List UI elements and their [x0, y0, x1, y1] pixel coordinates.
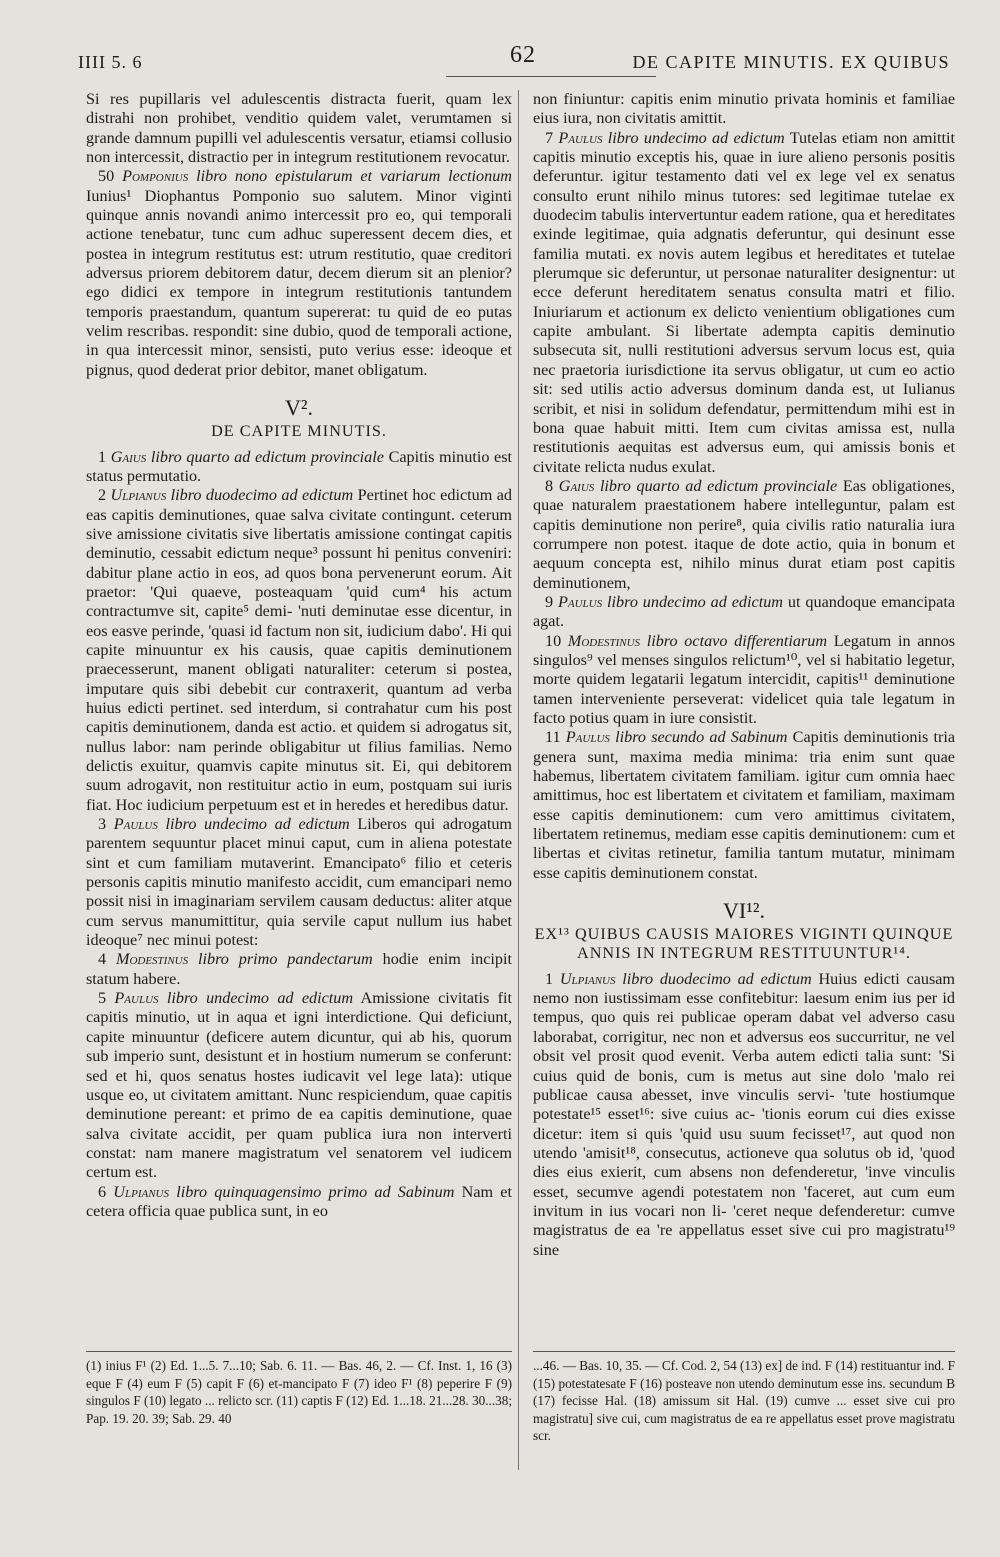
- footnote-text: ...46. — Bas. 10, 35. — Cf. Cod. 2, 54 (13) ex] de ind. F (14) restituantur ind. F (15) potestatesate F (16) posteave non utendo deminutum esse ins. secundum B (17) fecisse Hal. (18) amissum sit Hal. (19) cumve ... esset sive cui pro magistratu] sive cui, cum magistratus de ea re appellatus esset prove magistratu scr.: [533, 1358, 955, 1444]
- title-text: EX¹³ QUIBUS CAUSIS MAIORES VIGINTI QUINQUE ANNIS IN INTEGRUM RESTITUUNTUR¹⁴.: [534, 925, 954, 963]
- section-title: [86, 394, 512, 441]
- footnotes-right: [533, 1357, 955, 1445]
- paragraph: 10 Modestinus libro octavo differentiarum Legatum in annos singulos⁹ vel menses singulos relictum¹⁰, vel si habitatio legetur, morte quidem legatarii legatum intercidit, capitis¹¹ deminutione tamen interveniente perseverat: videlicet quia tale legatum in facto potius quam in iure consistit.: [533, 631, 955, 727]
- paragraph: Si res pupillaris vel adulescentis distracta fuerit, quam lex distrahi non prohibet, venditio quidem valet, verumtamen si grande damnum pupilli vel adulescentis versatur, etiamsi collusio non intercessit, distractio per in integrum restitutionem revocatur.: [86, 90, 512, 167]
- paragraph: 6 Ulpianus libro quinquagensimo primo ad Sabinum Nam et cetera officia quae publica sunt, in eo: [86, 1182, 512, 1220]
- footnotes-left: [86, 1357, 512, 1427]
- paragraph: 3 Paulus libro undecimo ad edictum Liberos qui adrogatum parentem sequuntur placet minui caput, cum in aliena potestate sint et cum familiam mutaverint. Emancipato⁶ filio et ceteris personis capitis minutio manifesto accidit, cum emancipari nemo possit nisi in imaginariam servilem causam deductus: aliter atque cum servus manumittitur, quia servile caput nullum ius habet ideoque⁷ nec minui potest:: [86, 815, 513, 950]
- paragraph: 2 Ulpianus libro duodecimo ad edictum Pertinet hoc edictum ad eas capitis deminutiones, quae salva civitate contingunt. ceterum sive amissione civitatis sive libertatis amissione contingat capitis deminutio, cessabit edictum neque³ possunt hi penitus conveniri: dabitur plane actio in eos, ad quos bona pervenerunt eorum. Ait praetor: 'Qui quaeve, posteaquam 'quid cum⁴ his actum contractumve sit, capite⁵ demi- 'nuti deminutae esse dicentur, in eos easve perinde, 'quasi id factum non sit, iudicium dabo'. Hi qui capite minuuntur ex his causis, quae capitis deminutionem praecesserunt, manent obligati naturaliter: ceterum si postea, imputare quis sibi debebit cur contraxerit, quantum ad verba huius edicti pertinet. sed interdum, si contrahatur cum his post capitis deminutionem, danda est actio. et quidem si adrogatus sit, nullus labor: nam perinde obligabitur ut filius familias. Nemo delictis exuitur, quamvis capite minutus sit. Ei, qui debitorem suum adrogavit, non restituitur actio in eum, postquam sui iuris fiat. Hoc iudicium perpetuum est et in heredes et heredibus datur.: [86, 486, 513, 814]
- left-column: [86, 90, 512, 1221]
- paragraph: 4 Modestinus libro primo pandectarum hodie enim incipit statum habere.: [86, 950, 513, 988]
- column-divider: [518, 90, 519, 1470]
- paragraph: non finiuntur: capitis enim minutio privata hominis et familiae eius iura, non civitatis amittit.: [533, 90, 955, 128]
- paragraph: 1 Gaius libro quarto ad edictum provinciale Capitis minutio est status permutatio.: [86, 447, 513, 485]
- title-number: VI¹².: [723, 898, 765, 924]
- paragraph: 9 Paulus libro undecimo ad edictum ut quandoque emancipata agat.: [533, 592, 956, 631]
- footnote-text: (1) inius F¹ (2) Ed. 1...5. 7...10; Sab. 6. 11. — Bas. 46, 2. — Cf. Inst. 1, 16 (3) eque F (4) eum F (5) capit F (6) et-mancipato F (7) ideo F¹ (8) peperire F (9) singulos F (10) legato ... relicto scr. (11) captis F (12) Ed. 1...18. 21...28. 30...38; Pap. 19. 20. 39; Sab. 29. 40: [86, 1358, 512, 1426]
- title-number: V².: [285, 395, 313, 421]
- paragraph: 7 Paulus libro undecimo ad edictum Tutelas etiam non amittit capitis minutio exceptis his, quae in iure alieno personis positis deferuntur. igitur testamento dati vel ex lege vel ex senatus consulto erunt nihilo minus tutores: sed legitimae tutelae ex duodecim tabulis intervertuntur eadem ratione, qua et hereditates exinde legitimae, quia adgnatis deferuntur, qui desinunt esse familia mutati. ex novis autem legibus et hereditates et tutelae plerumque sic deferuntur, ut personae naturaliter designentur: ut ecce deferunt hereditatem senatus consulta matri et filio. Iniuriarum et actionum ex delicto venientium obligationes cum capite ambulant. Si libertate adempta capitis deminutio subsecuta sit, nulli restitutioni adversus servum locus est, quia nec praetoria iurisdictione ita servus obligatur, ut cum eo actio sit: sed utilis actio adversus dominum danda est, ut Iulianus scribit, et nisi in solidum defendatur, permittendum mihi est in bona quae habuit mitti. Item cum civitas amissa est, nulla restitutionis aequitas est adversus eum, qui amissis bonis et civitate relicta nudus exulat.: [533, 128, 956, 476]
- section-title: [533, 897, 955, 964]
- paragraph: 8 Gaius libro quarto ad edictum provinciale Eas obligationes, quae naturalem praestationem habere intelleguntur, palam est capitis deminutione non perire⁸, quia civilis ratio naturalia iura corrumpere non potest. itaque de dote actio, quia in bonum et aequum concepta est, nihilo minus durat etiam post capitis deminutionem,: [533, 476, 956, 592]
- footnote-rule: [86, 1351, 512, 1352]
- paragraph: 1 Ulpianus libro duodecimo ad edictum Huius edicti causam nemo non iustissimam esse confitebitur: laesum enim ius per id tempus, quo quis rei publicae operam dabat vel adverso casu laborabat, corrigitur, nec non et adversus eos succurritur, ne vel obsit vel prosit quod evenit. Verba autem edicti talia sunt: 'Si cuius quid de bonis, cum is metus aut sine dolo 'malo rei publicae causa abesset, inve vinculis servi- 'tute hostiumque potestate¹⁵ esset¹⁶: sive cuius ac- 'tionis eorum cui dies exisse dicetur: item si quis 'quid usu suum fecisset¹⁷, aut quod non utendo 'amisit¹⁸, consecutus, actioneve qua solutus ob id, 'quod dies eius exierit, cum absens non defenderetur, 'inve vinculis esset, secumve agendi potestatem non 'faceret, aut cum eum invitum in ius vocari non li- 'ceret neque defenderetur: cumve magistratus de ea 're appellatus esset sive cui pro magistratu¹⁹ sine: [533, 969, 956, 1259]
- footnote-rule: [533, 1351, 955, 1352]
- header-rule: [446, 76, 656, 77]
- right-column: [533, 90, 955, 1260]
- title-text: DE CAPITE MINUTIS.: [211, 422, 387, 441]
- running-header: [78, 42, 950, 78]
- paragraph: 5 Paulus libro undecimo ad edictum Amissione civitatis fit capitis minutio, ut in aqua et igni interdictione. Qui deficiunt, capite minuuntur (deficere autem dicuntur, qui ab his, quorum sub imperio sunt, desistunt et in hostium numerum se conferunt: sed et hi, quos senatus hostes iudicavit vel lege lata): utique usque eo, ut civitatem amittant. Nunc respiciendum, quae capitis deminutione pereant: et primo de ea capitis deminutione, quae salva civitate accidit, per quam publica iura non interverti constat: nam manere magistratum vel senatorem vel iudicem certum est.: [86, 989, 513, 1182]
- header-left-ref: IIII 5. 6: [78, 52, 143, 72]
- header-right-title: DE CAPITE MINUTIS. EX QUIBUS: [632, 52, 950, 72]
- page-number: 62: [510, 42, 536, 68]
- paragraph: 11 Paulus libro secundo ad Sabinum Capitis deminutionis tria genera sunt, maxima media minima: tria enim sunt quae habemus, libertatem civitatem familiam. igitur cum omnia haec amittimus, hoc est libertatem et civitatem et familiam, maximam esse capitis deminutionem: cum vero amittimus civitatem, libertatem retinemus, mediam esse capitis deminutionem: cum et libertas et civitas retinetur, familia tantum mutatur, minimam esse capitis deminutionem constat.: [533, 728, 956, 882]
- paragraph: 50 Pomponius libro nono epistularum et variarum lectionum Iunius¹ Diophantus Pomponio suo salutem. Minor viginti quinque annis novandi animo intercessit pro eo, qui temporali actione tenebatur, tunc cum adhuc superessent decem dies, et postea in integrum restitutus est: utrum restitutio, quae creditori adversus priorem debitorem datur, decem dierum sit an plenior? ego didici ex tempore in integrum restitutionis tantundem temporis praestandum, quantum supererat: tu quid de eo putas velim rescribas. respondit: sine dubio, quod de temporali actione, in qua intercessit minor, sensisti, puto verius esse: ideoque et pignus, quod dederat prior debitor, manet obligatum.: [86, 167, 512, 379]
